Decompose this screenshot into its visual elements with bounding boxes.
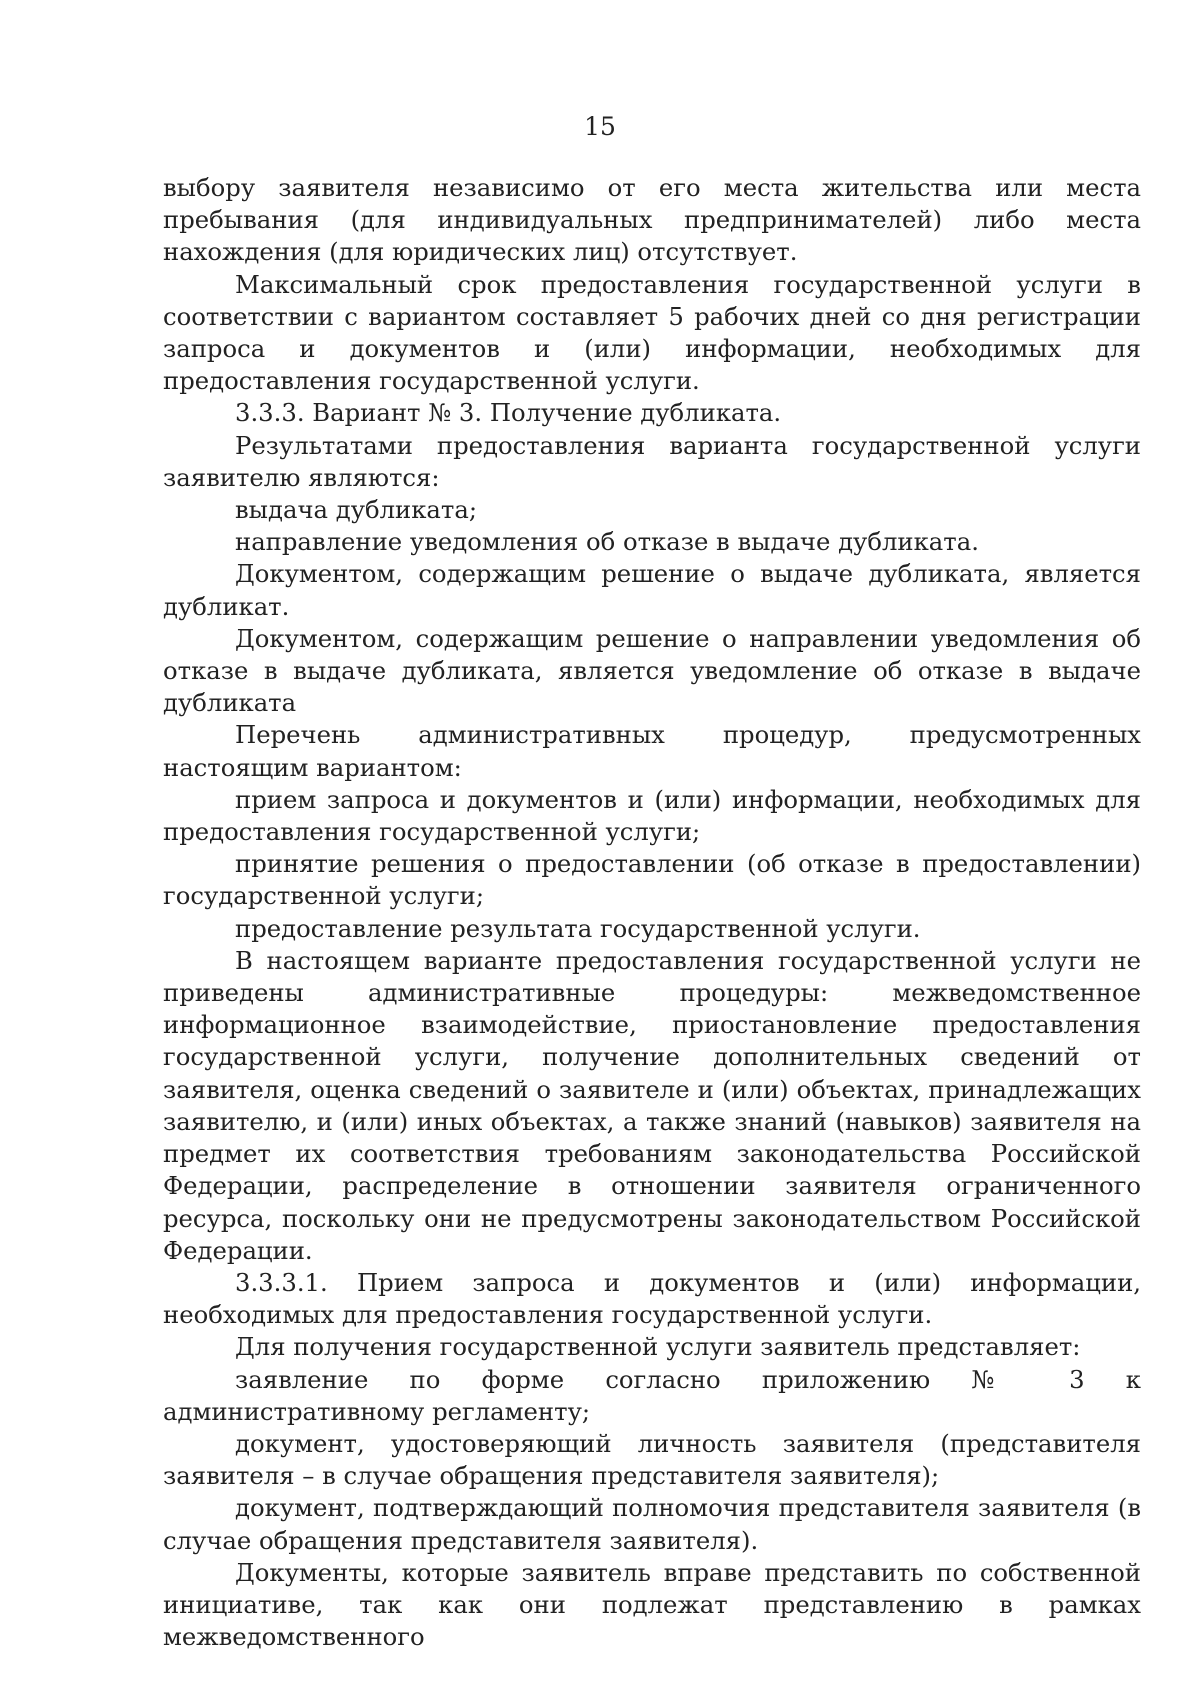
list-item: заявление по форме согласно приложению № 3 к административному регламенту; [163,1364,1141,1426]
paragraph-max-term: Максимальный срок предоставления государственной услуги в соответствии с вариантом составляет 5 рабочих дней со дня регистрации запроса и документов и (или) информации, необходимых для предоставления государственной услуги. [163,269,1141,396]
paragraph-procedures-list: Перечень административных процедур, предусмотренных настоящим вариантом: [163,720,1141,782]
paragraph-optional-documents: Документы, которые заявитель вправе представить по собственной инициативе, так как они подлежат представлению в рамках межведомственного [163,1557,1141,1652]
paragraph-applicant-provides: Для получения государственной услуги заявитель представляет: [235,1332,1081,1362]
list-item: принятие решения о предоставлении (об отказе в предоставлении) государственной услуги; [163,849,1141,911]
section-heading-3-3-3-1: 3.3.3.1. Прием запроса и документов и (или) информации, необходимых для предоставления государственной услуги. [163,1267,1141,1330]
paragraph-excluded-procedures: В настоящем варианте предоставления государственной услуги не приведены административные процедуры: межведомственное информационное взаимодействие, приостановление предоставления государственной услуги, получение дополнительных сведений от заявителя, оценка сведений о заявителе и (или) объектах, принадлежащих заявителю, и (или) иных объектах, а также знаний (навыков) заявителя на предмет их соответствия требованиям законодательства Российской Федерации, распределение в отношении заявителя ограниченного ресурса, поскольку они не предусмотрены законодательством Российской Федерации. [163,945,1141,1265]
paragraph-refusal-document: Документом, содержащим решение о направлении уведомления об отказе в выдаче дубликата, является уведомление об отказе в выдаче дубликата [163,623,1141,718]
section-heading-variant-3: 3.3.3. Вариант № 3. Получение дубликата. [235,398,782,428]
list-item: направление уведомления об отказе в выдаче дубликата. [235,527,979,557]
paragraph-results: Результатами предоставления варианта государственной услуги заявителю являются: [163,430,1141,492]
document-body [163,172,1141,1653]
list-item: документ, удостоверяющий личность заявителя (представителя заявителя – в случае обращения представителя заявителя); [163,1428,1141,1491]
list-item: документ, подтверждающий полномочия представителя заявителя (в случае обращения представителя заявителя). [163,1493,1141,1555]
paragraph-decision-document: Документом, содержащим решение о выдаче дубликата, является дубликат. [163,559,1141,621]
list-item: прием запроса и документов и (или) информации, необходимых для предоставления государственной услуги; [163,784,1141,847]
paragraph-continuation: выбору заявителя независимо от его места жительства или места пребывания (для индивидуальных предпринимателей) либо места нахождения (для юридических лиц) отсутствует. [163,173,1141,267]
list-item: предоставление результата государственной услуги. [235,913,921,943]
page-number: 15 [584,112,616,141]
list-item: выдача дубликата; [235,495,478,525]
